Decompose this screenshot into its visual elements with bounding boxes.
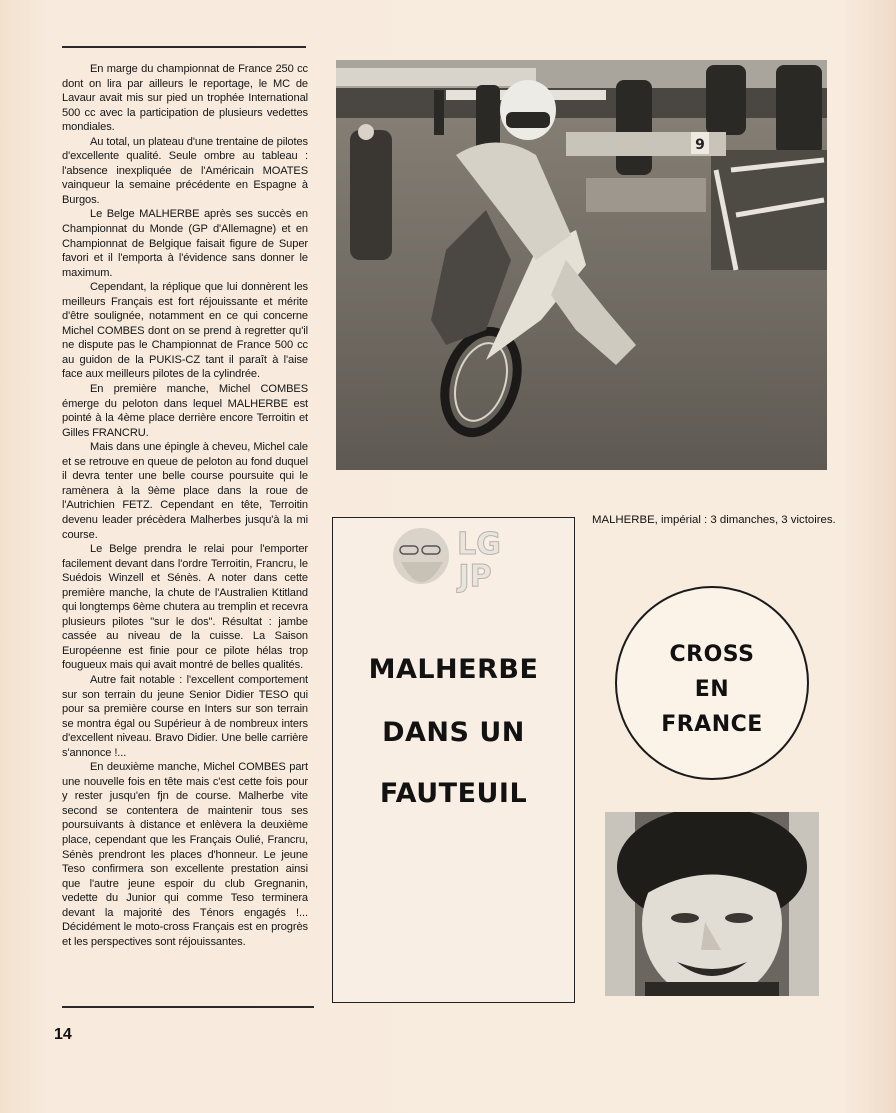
article-body [62, 62, 308, 949]
article-paragraph: En première manche, Michel COMBES émerge du peloton dans lequel MALHERBE est pointé à la 4ème place derrière encore Terroitin et Gilles FRANCRU. [62, 383, 308, 439]
article-paragraph: Au total, un plateau d'une trentaine de pilotes d'excellente qualité. Seule ombre au tableau : l'absence inexpliquée de l'Américain MOATES vainqueur la semaine précédente en Espagne à Burgos. [62, 135, 308, 206]
page-number: 14 [54, 1026, 72, 1043]
badge-line: FRANCE [661, 712, 763, 737]
article-paragraph: Cependant, la réplique que lui donnèrent les meilleurs Français est fort réjouissante et mérite d'être soulignée, notamment en ce qui concerne Michel COMBES dont on se prend à regretter qu'il ne dispute pas le Championnat de France 500 cc au guidon de la PUKIS-CZ tant il paraît à l'aise face aux meilleurs pilotes de la cylindrée. [62, 281, 308, 381]
badge-line: CROSS [669, 642, 755, 667]
top-rule [62, 46, 306, 48]
portrait-photo [605, 812, 819, 996]
badge-line: EN [694, 677, 730, 702]
article-paragraph: En deuxième manche, Michel COMBES part une nouvelle fois en tête mais c'est cette fois pour y rester jusqu'en fjn de course. Malherbe vite second se contentera de maintenir tous ses poursuivants à distance et enlèvera la deuxième place, cependant que les Français Oulié, Francru, Sénès prendront les places d'honneur. Le jeune Teso confirmera son excellente prestation ainsi que l'autre jeune espoir du club Gregnanin, vedette du Junior qui comme Teso terminera devant la majorité des Ténors engagés !... Décidément le moto-cross Français est en progrès et les perspectives sont réjouissantes. [62, 761, 308, 948]
bottom-rule [62, 1006, 314, 1008]
svg-text:JP: JP [458, 559, 492, 594]
publisher-logo [391, 522, 511, 606]
svg-text:LG: LG [457, 527, 501, 562]
section-badge [615, 586, 809, 780]
article-paragraph: En marge du championnat de France 250 cc dont on lira par ailleurs le reportage, le MC de Lavaur avait mis sur pied un trophée International 500 cc avec la participation de plusieurs vedettes mondiales. [62, 63, 308, 134]
article-paragraph: Le Belge MALHERBE après ses succès en Championnat du Monde (GP d'Allemagne) et en Championnat de Belgique faisait figure de Super favori et il l'emporta à l'évidence sans donner le maximum. [62, 208, 308, 279]
bib-number: 9 [695, 137, 705, 153]
headline-line: MALHERBE [368, 654, 539, 685]
headline-box [332, 517, 575, 1003]
headline-line: FAUTEUIL [379, 778, 528, 809]
article-paragraph: Mais dans une épingle à cheveu, Michel cale et se retrouve en queue de peloton au fond duquel il devra tenter une belle course poursuite qui le ramènera à la 9ème place dans la roue de l'Autrichien FETZ. Cependant en tête, Terroitin devenu leader précèdera Malherbes jusqu'à la mi course. [62, 441, 308, 541]
motocross-photo [336, 60, 827, 470]
article-paragraph: Le Belge prendra le relai pour l'emporter facilement devant dans l'ordre Terroitin, Francru, le Suédois Winzell et Sénès. A noter dans cette première manche, la chute de l'Australien Ktitland qui longtemps 6ème chutera au tremplin et recevra plusieurs pilotes "sur le dos". Résultat : jambe cassée au niveau de la cuisse. La Saison Européenne est finie pour ce pilote hélas trop fougueux mais qui avait montré de belles qualités. [62, 543, 308, 672]
photo-caption: MALHERBE, impérial : 3 dimanches, 3 victoires. [592, 514, 836, 526]
article-paragraph: Autre fait notable : l'excellent comportement sur son terrain du jeune Senior Didier TESO qui pour sa première course en Inters sur son terrain se montra égal ou Supérieur à de nombreux inters d'excellent niveau. Bravo Didier. Une belle carrière s'annonce !... [62, 673, 308, 759]
headline-line: DANS UN [382, 717, 525, 748]
